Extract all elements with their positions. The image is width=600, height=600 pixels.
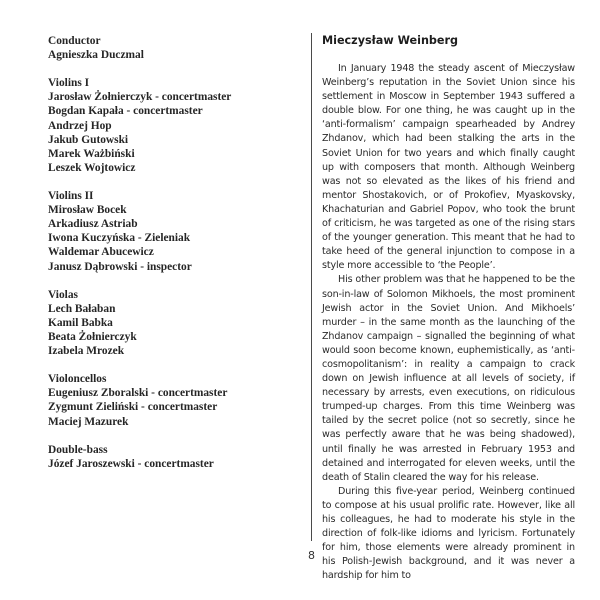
member-name: Arkadiusz Astriab (48, 218, 138, 231)
section-heading: Double-bass (48, 443, 108, 456)
article (322, 34, 575, 583)
member-name: Jarosław Żołnierczyk - concertmaster (48, 91, 232, 104)
member-name: Kamil Babka (48, 316, 113, 329)
section-heading: Violins II (48, 190, 94, 203)
member-name: Józef Jaroszewski - concertmaster (48, 457, 214, 470)
member-name: Lech Bałaban (48, 302, 116, 315)
member-name: Maciej Mazurek (48, 415, 129, 428)
roster-section-violoncellos (48, 372, 288, 428)
member-name: Marek Ważbiński (48, 147, 135, 160)
member-name: Leszek Wojtowicz (48, 161, 136, 174)
section-heading: Violins I (48, 77, 90, 90)
page-number: 8 (308, 549, 315, 562)
roster-section-double-bass (48, 443, 288, 471)
member-name: Beata Żołnierczyk (48, 330, 137, 343)
member-name: Jakub Gutowski (48, 133, 129, 146)
member-name: Mirosław Bocek (48, 204, 127, 217)
orchestra-roster (48, 34, 288, 485)
member-name: Zygmunt Zieliński - concertmaster (48, 401, 218, 414)
member-name: Andrzej Hop (48, 119, 112, 132)
article-paragraph: His other problem was that he happened to be the son-in-law of Solomon Mikhoels, the most prominent Jewish actor in the Soviet Union. And Mikhoels’ murder – in the same month as the launching of the Zhdanov campaign – signalled the beginning of what would soon become known, euphemistically, as ‘anti-cosmopolitanism’: in reality a campaign to crack down on Jewish influence at all levels of society, if necessary by arrests, even executions, on ridiculous trumped-up charges. From this time Weinberg was tailed by the secret police (not so secretly, since he was perfectly aware that he was being shadowed), until finally he was arrested in February 1953 and detained and interrogated for eleven weeks, until the death of Stalin cleared the way for his release. (322, 274, 575, 483)
member-name: Iwona Kuczyńska - Zieleniak (48, 232, 191, 245)
column-divider (311, 33, 312, 541)
section-heading: Conductor (48, 35, 101, 47)
member-name: Janusz Dąbrowski - inspector (48, 260, 192, 273)
roster-section-violas (48, 288, 288, 358)
article-paragraph: In January 1948 the steady ascent of Mieczysław Weinberg’s reputation in the Soviet Union since his settlement in Moscow in September 1943 suffered a double blow. For one thing, he was caught up in the ‘anti-formalism’ campaign spearheaded by Andrey Zhdanov, which had been stalking the arts in the Soviet Union for two years and which finally caught up with composers that month. Although Weinberg was not so elevated as the likes of his friend and mentor Shostakovich, or of Prokofiev, Myaskovsky, Khachaturian and Gabriel Popov, who took the brunt of criticism, he was targeted as one of the rising stars of the younger generation. This meant that he had to take heed of the general injunction to compose in a style more accessible to ‘the People’. (322, 63, 575, 272)
article-title: Mieczysław Weinberg (322, 34, 459, 47)
roster-section-conductor (48, 34, 288, 62)
roster-section-violins-2 (48, 189, 288, 274)
roster-section-violins-1 (48, 76, 288, 175)
section-heading: Violas (48, 288, 78, 301)
member-name: Bogdan Kapała - concertmaster (48, 105, 203, 118)
member-name: Waldemar Abucewicz (48, 246, 154, 259)
member-name: Agnieszka Duczmal (48, 49, 144, 62)
member-name: Eugeniusz Zboralski - concertmaster (48, 387, 228, 400)
member-name: Izabela Mrozek (48, 345, 125, 358)
article-paragraph: During this five-year period, Weinberg continued to compose at his usual prolific rate. However, like all his colleagues, he had to moderate his style in the direction of folk-like idioms and lyricism. Fortunately for him, those elements were already prominent in his Polish-Jewish background, and it was never a hardship for him to (322, 485, 575, 582)
section-heading: Violoncellos (48, 373, 107, 386)
